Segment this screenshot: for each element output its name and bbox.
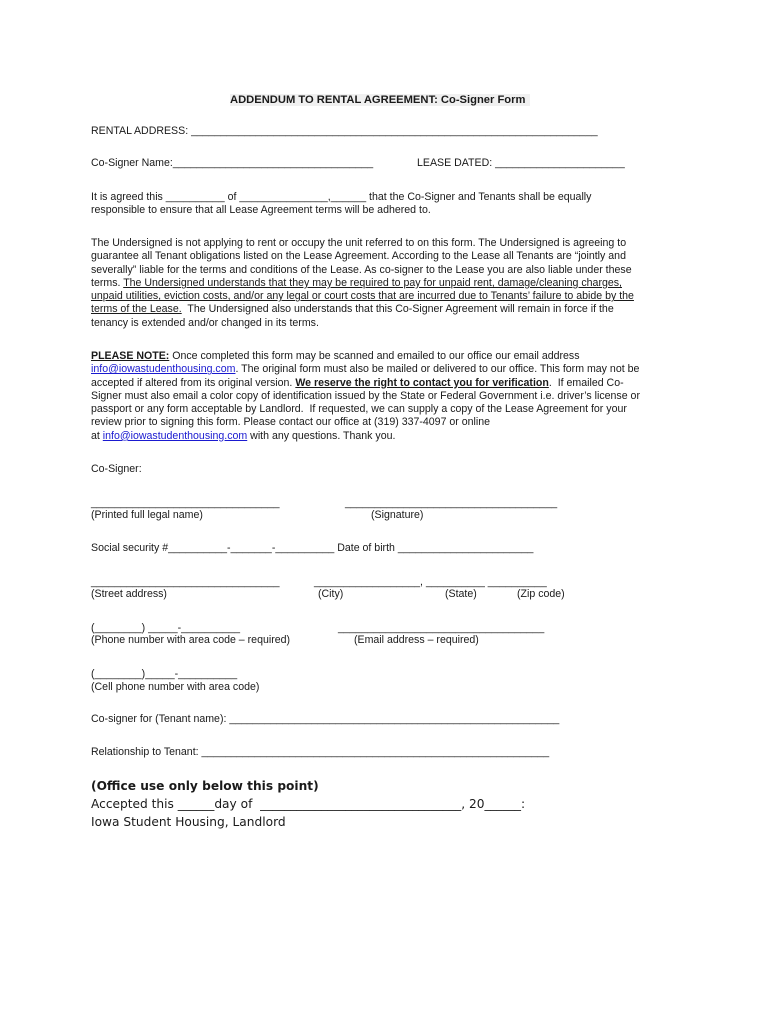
- form-title: ADDENDUM TO RENTAL AGREEMENT: Co-Signer Form: [230, 94, 530, 106]
- email-link[interactable]: info@iowastudenthousing.com: [91, 363, 236, 376]
- city-label: (City): [318, 588, 344, 600]
- agreement-paragraph: [91, 191, 691, 218]
- signature-label: (Signature): [371, 509, 424, 521]
- please-note-paragraph: PLEASE NOTE: Once completed this form may be scanned and emailed to our office our email address info@iowastudenthousing.com. The original form must also be mailed or delivered to our office. This form may not be accepted if altered from its original version. We reserve the right to contact you for verification. If emailed Co- Signer must also email a color copy of identification issued by the State or Federal Government i.e. driver’s license or passport or any form acceptable by Landlord. If requested, we can supply a copy of the Lease Agreement for your review prior to signing this form. Please contact our office at (319) 337-4097 or online at info@iowastudenthousing.com with any questions. Thank you.: [91, 350, 640, 442]
- rental-address-field[interactable]: RENTAL ADDRESS: _____________________________________________________________________: [91, 125, 598, 137]
- paragraph-line: tenancy is extended and/or changed in its terms.: [91, 316, 319, 329]
- relationship-field[interactable]: Relationship to Tenant: ___________________________________________________________: [91, 746, 550, 758]
- accepted-line: Accepted this ______day of _________________________________, 20______:: [91, 797, 526, 811]
- agreement-line: It is agreed this __________ of _______________,______ that the Co-Signer and Tenants shall be equally: [91, 191, 592, 203]
- state-label: (State): [445, 588, 477, 600]
- cosigner-for-field[interactable]: Co-signer for (Tenant name): ________________________________________________________: [91, 713, 560, 725]
- printed-name-field[interactable]: ________________________________: [91, 497, 280, 509]
- zip-label: (Zip code): [517, 588, 565, 600]
- email-label: (Email address – required): [354, 634, 479, 646]
- office-use-heading: (Office use only below this point): [91, 779, 319, 793]
- printed-name-label: (Printed full legal name): [91, 509, 203, 521]
- agreement-line: responsible to ensure that all Lease Agreement terms will be adhered to.: [91, 204, 431, 217]
- please-note-label: PLEASE NOTE:: [91, 350, 170, 362]
- underlined-text: The Undersigned understands that they may be required to pay for unpaid rent, damage/cleaning charges,: [123, 276, 622, 289]
- cell-phone-field[interactable]: (________)_____-__________: [91, 668, 238, 680]
- street-address-label: (Street address): [91, 588, 167, 600]
- paragraph-line: terms of the Lease. The Undersigned also understands that this Co-Signer Agreement will remain in force if the: [91, 303, 614, 316]
- underlined-text: unpaid utilities, eviction costs, and/or any legal or court costs that are incurred due to Tenants’ failure to abide by the: [91, 290, 634, 303]
- undersigned-paragraph: [91, 237, 691, 330]
- phone-label: (Phone number with area code – required): [91, 634, 291, 646]
- phone-field[interactable]: (________) _____-__________: [91, 622, 241, 634]
- email-link[interactable]: info@iowastudenthousing.com: [102, 429, 248, 442]
- ssn-dob-field[interactable]: Social security #__________-_______-__________ Date of birth _______________________: [91, 542, 534, 554]
- cosigner-name-field[interactable]: Co-Signer Name:__________________________________: [91, 157, 374, 169]
- verification-notice: We reserve the right to contact you for verification: [295, 376, 549, 389]
- email-field[interactable]: ___________________________________: [338, 622, 545, 634]
- underlined-text: terms of the Lease.: [91, 303, 182, 316]
- paragraph-line: The Undersigned is not applying to rent or occupy the unit referred to on this form. The Undersigned is agreeing to: [91, 237, 627, 249]
- city-state-zip-field[interactable]: __________________, __________ __________: [314, 576, 547, 588]
- paragraph-line: severally” liable for the terms and conditions of the Lease. As co-signer to the Lease you are also liable under these: [91, 263, 632, 276]
- lease-dated-field[interactable]: LEASE DATED: ______________________: [417, 157, 625, 169]
- paragraph-line: guarantee all Tenant obligations listed on the Lease Agreement. According to the Lease all Tenants are “jointly and: [91, 250, 626, 263]
- cosigner-section-label: Co-Signer:: [91, 463, 142, 475]
- street-address-field[interactable]: ________________________________: [91, 576, 280, 588]
- signature-field[interactable]: ____________________________________: [345, 497, 558, 509]
- paragraph-line: terms. The Undersigned understands that they may be required to pay for unpaid rent, damage/cleaning charges,: [91, 276, 622, 289]
- cell-phone-label: (Cell phone number with area code): [91, 681, 260, 693]
- landlord-line: Iowa Student Housing, Landlord: [91, 815, 286, 829]
